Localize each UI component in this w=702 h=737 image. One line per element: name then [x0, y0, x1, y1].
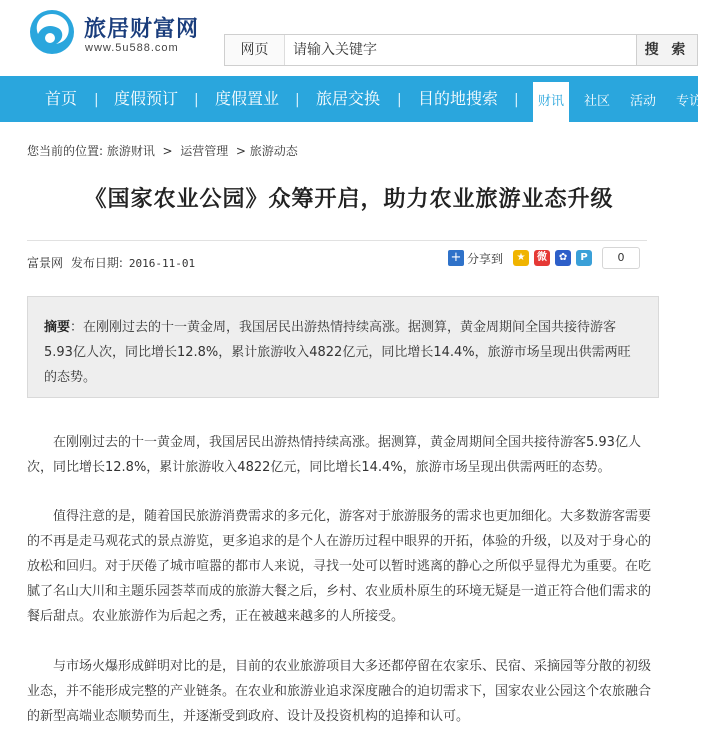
search-input[interactable] — [287, 35, 633, 65]
nav-item-vacation-property[interactable]: 度假置业 — [215, 89, 280, 108]
tencent-share-icon[interactable]: P — [576, 250, 592, 266]
nav-separator: | — [194, 92, 199, 108]
nav-separator: | — [94, 92, 99, 108]
nav-separator: | — [397, 92, 402, 108]
share-button[interactable] — [448, 247, 503, 269]
nav-item-home-exchange[interactable]: 旅居交换 — [316, 89, 381, 108]
meta-divider — [27, 240, 647, 241]
breadcrumb-item-news[interactable]: 旅游财讯 — [106, 144, 155, 158]
logo-url: www.5u588.com — [85, 42, 179, 54]
search-button[interactable]: 搜 索 — [636, 34, 698, 66]
main-nav — [0, 76, 702, 122]
summary-label: 摘要 — [44, 320, 71, 335]
article-paragraph: 在刚刚过去的十一黄金周，我国居民出游热情持续高涨。据测算，黄金周期间全国共接待游客5.93亿人次，同比增长12.8%，累计旅游收入4822亿元，同比增长14.4%，旅游市场呈现出供需两旺的态势。 — [27, 435, 641, 475]
share-count: 0 — [602, 247, 640, 269]
tab-news[interactable]: 财讯 — [533, 82, 569, 122]
site-logo[interactable] — [28, 8, 228, 64]
breadcrumb-separator: > — [232, 144, 246, 158]
nav-separator: | — [295, 92, 300, 108]
article-paragraph: 与市场火爆形成鲜明对比的是，目前的农业旅游项目大多还都停留在农家乐、民宿、采摘园等分散的初级业态，并不能形成完整的产业链条。在农业和旅游业追求深度融合的迫切需求下，国家农业公园这个农旅融合的新型高端业态顺势而生，并逐渐受到政府、设计及投资机构的追捧和认可。 — [27, 659, 652, 724]
logo-name: 旅居财富网 — [84, 17, 200, 42]
logo-swirl-icon — [28, 8, 76, 56]
article-title: 《国家农业公园》众筹开启，助力农业旅游业态升级 — [84, 187, 614, 212]
search-box — [224, 34, 698, 66]
share-label: 分享到 — [467, 251, 504, 266]
share-bar — [448, 246, 640, 270]
tab-interviews[interactable]: 专访 — [676, 94, 702, 109]
breadcrumb-item-dynamics[interactable]: 旅游动态 — [249, 144, 298, 158]
article-meta — [27, 254, 195, 271]
summary-text: ：在刚刚过去的十一黄金周，我国居民出游热情持续高涨。据测算，黄金周期间全国共接待游客5.93亿人次，同比增长12.8%，累计旅游收入4822亿元，同比增长14.4%，旅游市场呈现出供需两旺的态势。 — [44, 320, 631, 385]
breadcrumb-item-operations[interactable]: 运营管理 — [180, 144, 229, 158]
nav-item-destination-search[interactable]: 目的地搜索 — [418, 89, 499, 108]
nav-item-vacation-booking[interactable]: 度假预订 — [114, 89, 179, 108]
weibo-share-icon[interactable]: 微 — [534, 250, 550, 266]
article-source: 富景网 — [27, 256, 64, 270]
article-date-label: 发布日期: — [70, 256, 123, 270]
tab-community[interactable]: 社区 — [584, 94, 611, 109]
article-paragraph: 值得注意的是，随着国民旅游消费需求的多元化，游客对于旅游服务的需求也更加细化。大多数游客需要的不再是走马观花式的景点游览，更多追求的是个人在游历过程中眼界的开拓，体验的升级，以及对于身心的放松和回归。对于厌倦了城市喧嚣的都市人来说，寻找一处可以暂时逃离的静心之所似乎显得尤为重要。在吃腻了名山大川和主题乐园荟萃而成的旅游大餐之后，乡村、农业质朴原生的环境无疑是一道正符合他们需求的餐后甜点。农业旅游作为后起之秀，正在被越来越多的人所接受。 — [27, 509, 652, 624]
share-plus-icon: + — [448, 250, 464, 266]
qzone-share-icon[interactable]: ★ — [513, 250, 529, 266]
breadcrumb-separator: > — [158, 144, 177, 158]
site-header — [0, 0, 698, 76]
baidu-share-icon[interactable]: ✿ — [555, 250, 571, 266]
breadcrumb — [27, 142, 298, 159]
nav-separator: | — [514, 92, 519, 108]
breadcrumb-prefix: 您当前的位置: — [27, 144, 104, 158]
tab-events[interactable]: 活动 — [630, 94, 657, 109]
article-date: 2016-11-01 — [128, 257, 196, 270]
article-summary — [27, 296, 659, 398]
nav-item-home[interactable]: 首页 — [45, 89, 78, 108]
search-type-select[interactable]: 网页 — [225, 35, 285, 65]
